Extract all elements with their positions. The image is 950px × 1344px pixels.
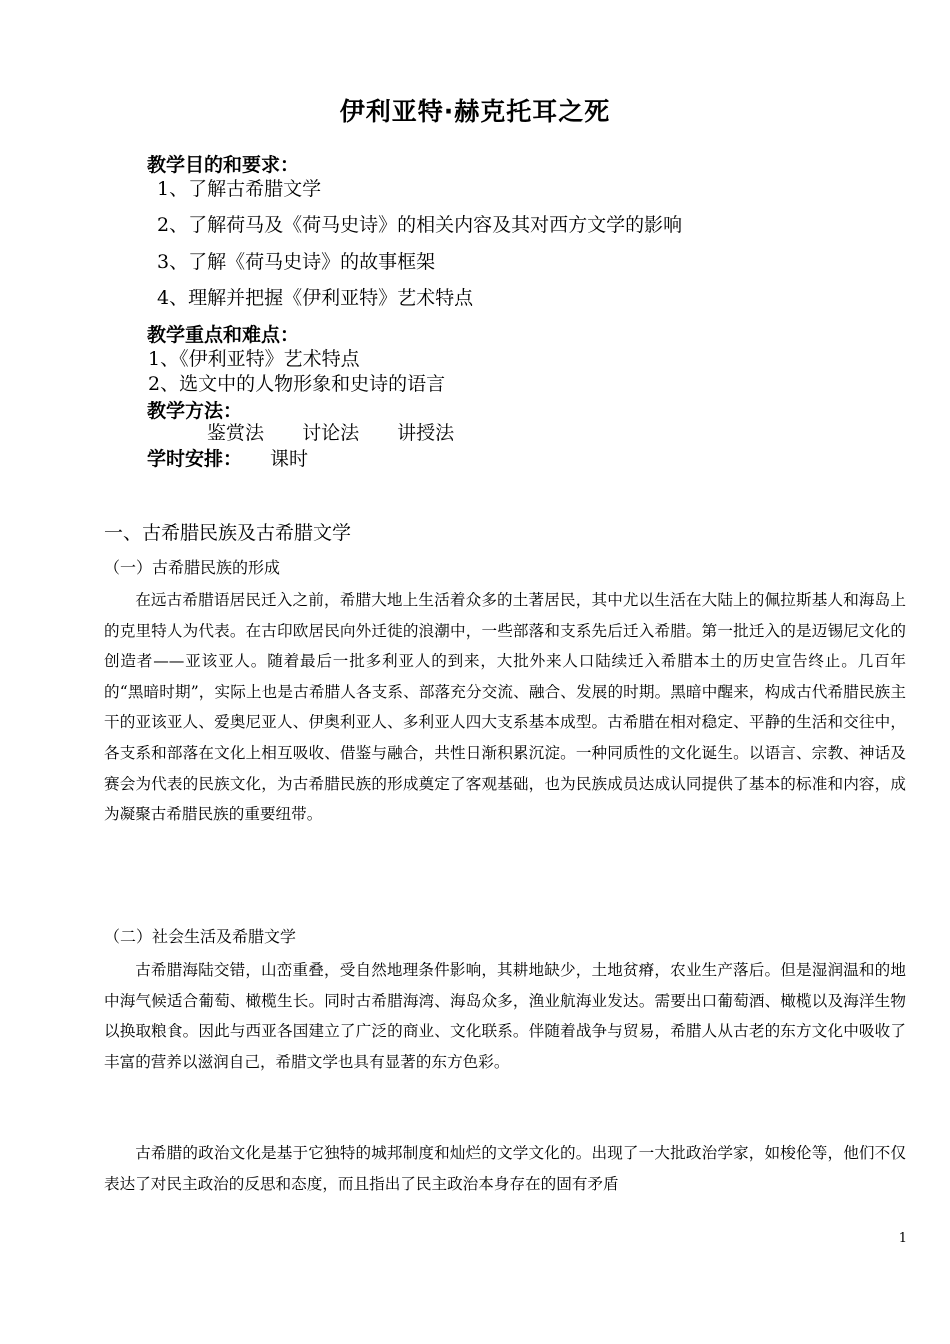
methods-list: [207, 418, 486, 445]
subsection-heading-2: （二）社会生活及希腊文学: [104, 927, 297, 946]
hours-label: 学时安排：: [147, 448, 243, 470]
document-title: 伊利亚特·赫克托耳之死: [339, 97, 611, 126]
hours-value: 课时: [270, 448, 309, 470]
objective-item-1: 1、了解古希腊文学: [157, 178, 322, 200]
methods-heading: 教学方法：: [147, 400, 243, 422]
subsection-heading-1: （一）古希腊民族的形成: [104, 558, 281, 577]
section-heading: 一、古希腊民族及古希腊文学: [104, 522, 352, 544]
paragraph: 古希腊的政治文化是基于它独特的城邦制度和灿烂的文学文化的。出现了一大批政治学家，如梭伦等，他们不仅表达了对民主政治的反思和态度，而且指出了民主政治本身存在的固有矛盾: [104, 1144, 906, 1193]
key-point-item-1: 1、《伊利亚特》艺术特点: [148, 348, 360, 370]
key-point-item-2: 2、选文中的人物形象和史诗的语言: [148, 373, 446, 395]
hours-line: [147, 444, 308, 471]
paragraph: 古希腊海陆交错，山峦重叠，受自然地理条件影响，其耕地缺少，土地贫瘠，农业生产落后。但是湿润温和的地中海气候适合葡萄、橄榄生长。同时古希腊海湾、海岛众多，渔业航海业发达。需要出口葡萄酒、橄榄以及海洋生物以换取粮食。因此与西亚各国建立了广泛的商业、文化联系。伴随着战争与贸易，希腊人从古老的东方文化中吸收了丰富的营养以滋润自己，希腊文学也具有显著的东方色彩。: [104, 961, 906, 1071]
page-number: 1: [898, 1231, 907, 1246]
method-item: 讨论法: [302, 422, 360, 444]
key-points-heading: 教学重点和难点：: [147, 324, 300, 346]
objective-item-4: 4、理解并把握《伊利亚特》艺术特点: [157, 287, 474, 309]
objective-item-2: 2、了解荷马及《荷马史诗》的相关内容及其对西方文学的影响: [157, 214, 683, 236]
objective-item-3: 3、了解《荷马史诗》的故事框架: [157, 251, 436, 273]
method-item: 鉴赏法: [207, 422, 265, 444]
method-item: 讲授法: [397, 422, 455, 444]
paragraph: 在远古希腊语居民迁入之前，希腊大地上生活着众多的土著居民，其中尤以生活在大陆上的佩拉斯基人和海岛上的克里特人为代表。在古印欧居民向外迁徙的浪潮中，一些部落和支系先后迁入希腊。第一批迁入的是迈锡尼文化的创造者——亚该亚人。随着最后一批多利亚人的到来，大批外来人口陆续迁入希腊本土的历史宣告终止。几百年的“黑暗时期”，实际上也是古希腊人各支系、部落充分交流、融合、发展的时期。黑暗中醒来，构成古代希腊民族主干的亚该亚人、爱奥尼亚人、伊奥利亚人、多利亚人四大支系基本成型。古希腊在相对稳定、平静的生活和交往中，各支系和部落在文化上相互吸收、借鉴与融合，共性日渐积累沉淀。一种同质性的文化诞生。以语言、宗教、神话及赛会为代表的民族文化，为古希腊民族的形成奠定了客观基础，也为民族成员达成认同提供了基本的标准和内容，成为凝聚古希腊民族的重要纽带。: [104, 591, 906, 824]
objectives-heading: 教学目的和要求：: [147, 154, 300, 176]
